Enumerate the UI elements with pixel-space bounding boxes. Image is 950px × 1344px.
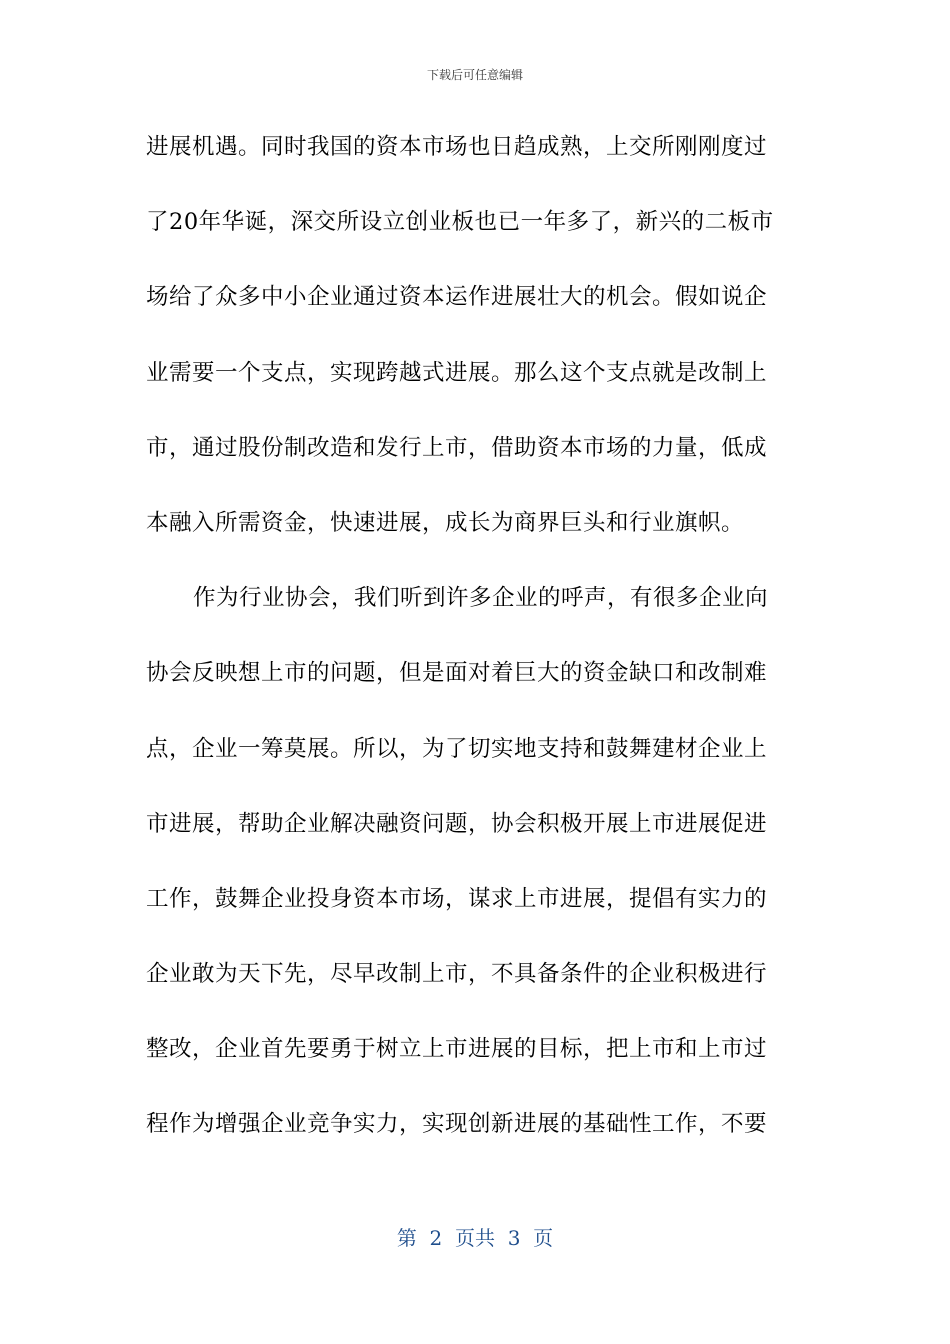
page-number-footer: 第 2 页共 3 页 xyxy=(396,1226,554,1250)
text-line: 进展机遇。同时我国的资本市场也日趋成熟，上交所刚刚度过 xyxy=(146,134,768,160)
text-line: 了20年华诞，深交所设立创业板也已一年多了，新兴的二板市 xyxy=(146,209,774,236)
paragraph-start-line: 作为行业协会，我们听到许多企业的呼声，有很多企业向 xyxy=(193,585,769,612)
text-line: 协会反映想上市的问题，但是面对着巨大的资金缺口和改制难 xyxy=(146,660,768,687)
text-line: 业需要一个支点，实现跨越式进展。那么这个支点就是改制上 xyxy=(146,359,768,386)
page-header: 下载后可任意编辑 xyxy=(426,68,523,82)
text-line: 本融入所需资金，快速进展，成长为商界巨头和行业旗帜。 xyxy=(146,509,745,536)
text-line: 工作，鼓舞企业投身资本市场，谋求上市进展，提倡有实力的 xyxy=(146,885,768,912)
text-line: 企业敢为天下先，尽早改制上市，不具备条件的企业积极进行 xyxy=(146,961,768,988)
text-line: 市，通过股份制改造和发行上市，借助资本市场的力量，低成 xyxy=(146,434,768,461)
text-line: 整改，企业首先要勇于树立上市进展的目标，把上市和上市过 xyxy=(146,1036,768,1063)
text-line: 程作为增强企业竞争实力，实现创新进展的基础性工作，不要 xyxy=(146,1111,768,1138)
document-body xyxy=(146,128,806,1181)
text-line: 市进展，帮助企业解决融资问题，协会积极开展上市进展促进 xyxy=(146,810,768,837)
text-line: 点，企业一筹莫展。所以，为了切实地支持和鼓舞建材企业上 xyxy=(146,735,768,762)
text-line: 场给了众多中小企业通过资本运作进展壮大的机会。假如说企 xyxy=(146,284,768,311)
